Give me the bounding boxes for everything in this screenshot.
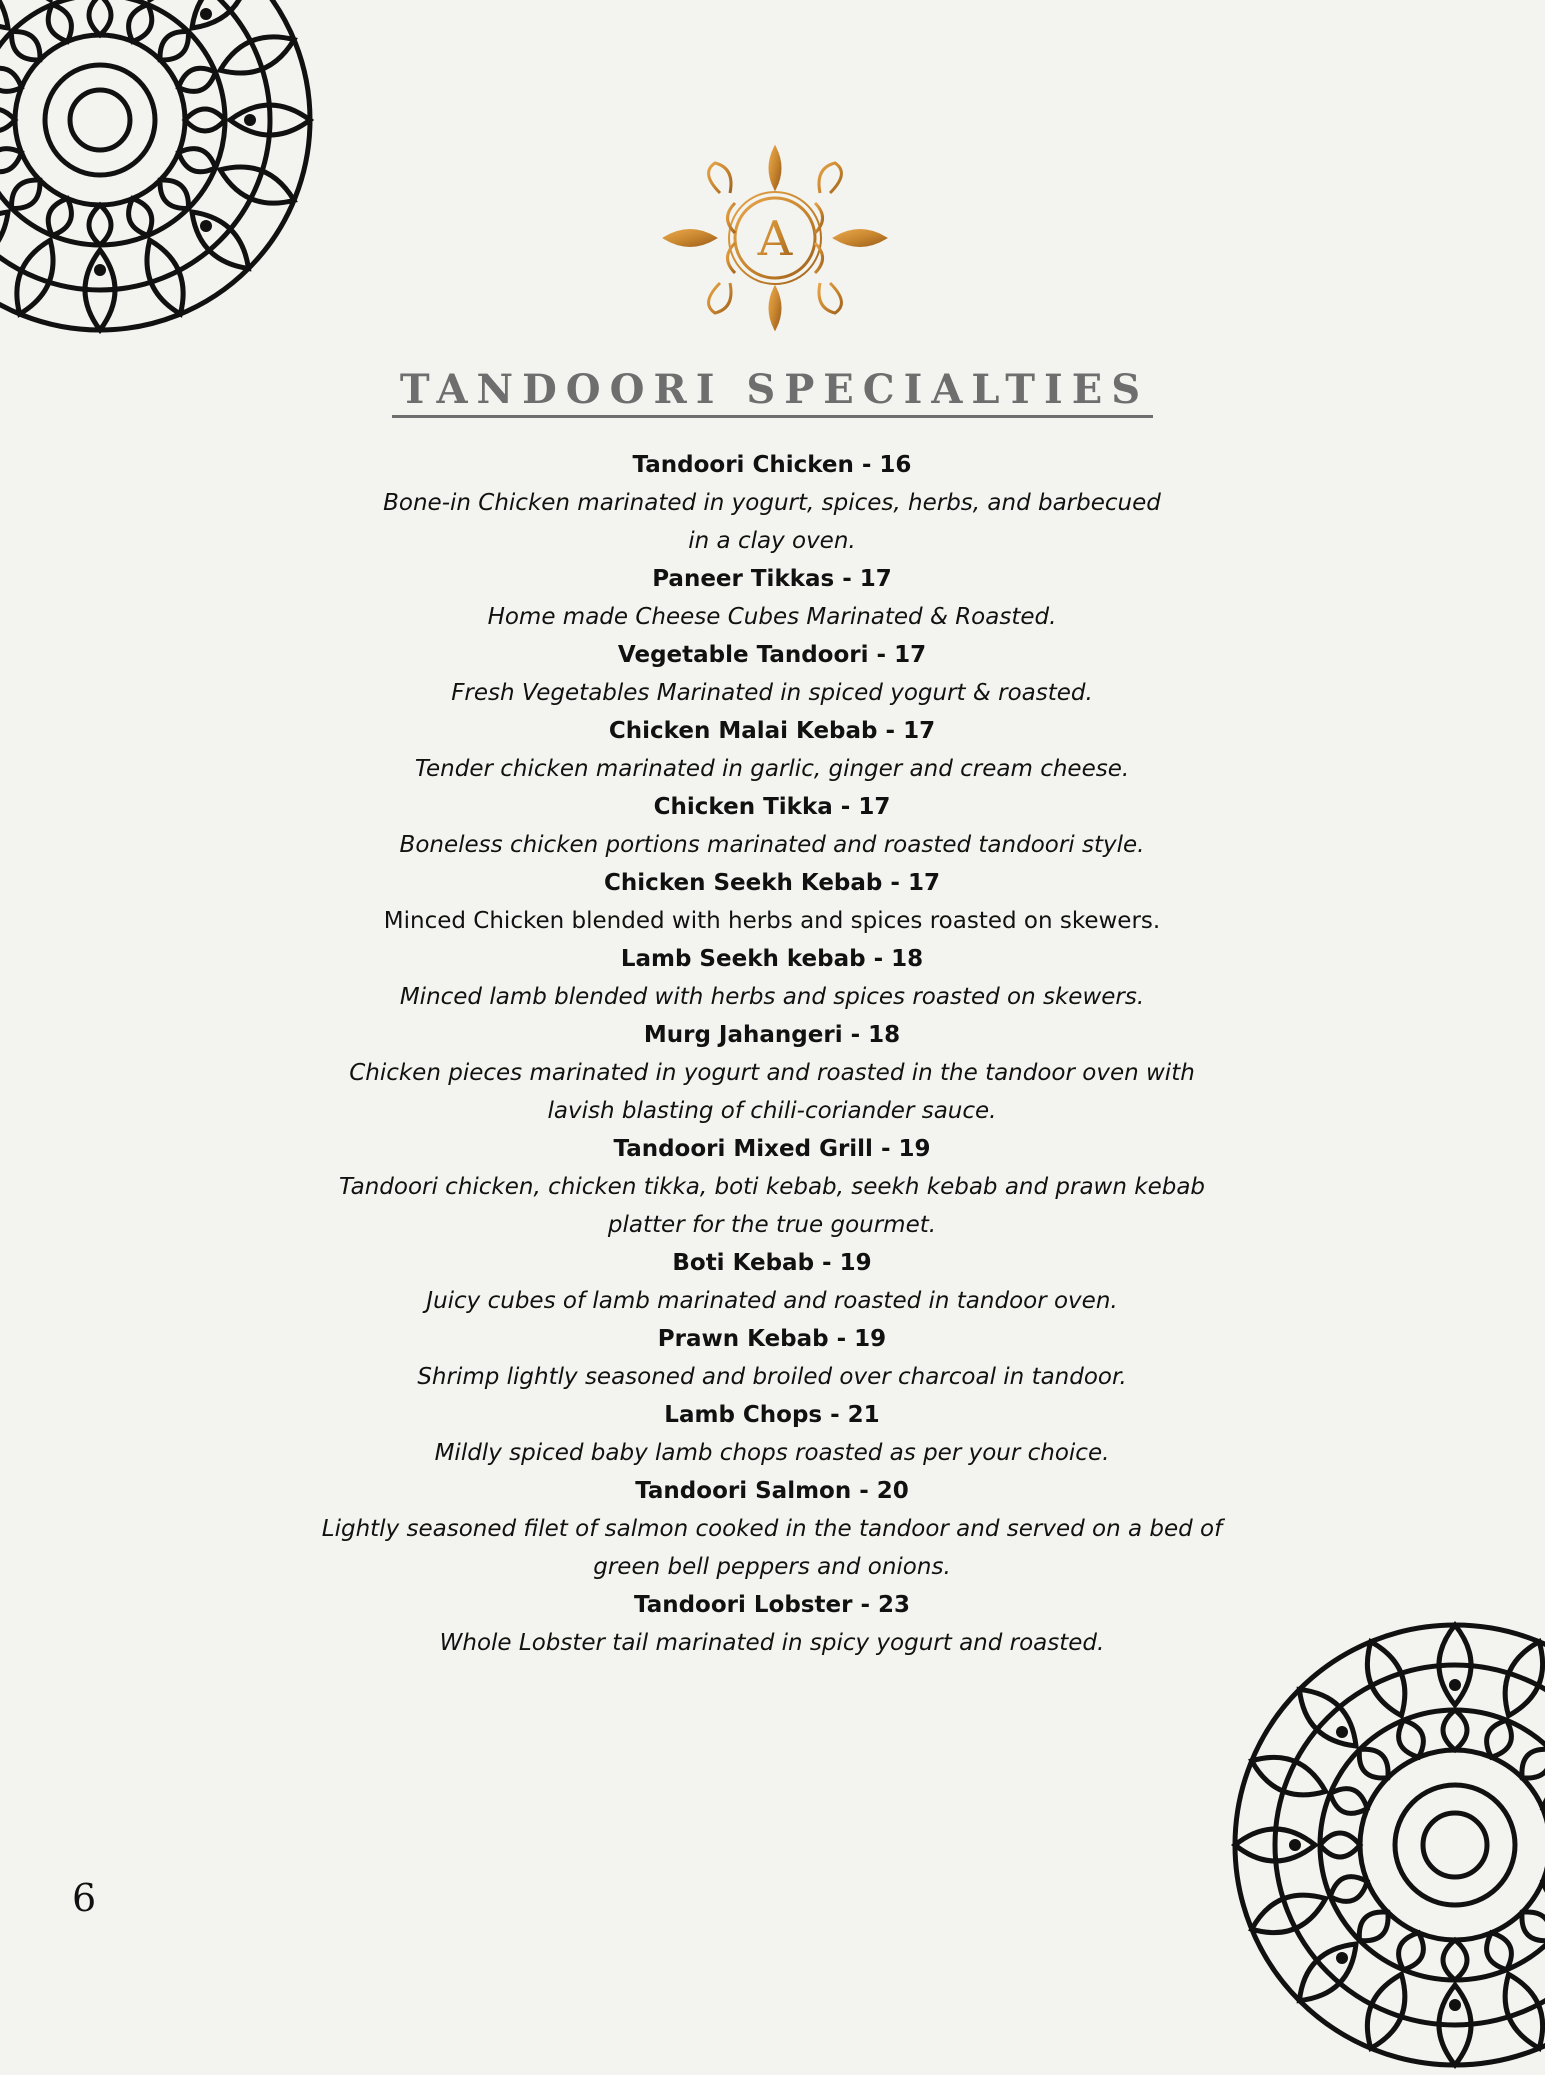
menu-item-description: Shrimp lightly seasoned and broiled over charcoal in tandoor. (417, 1364, 1127, 1390)
menu-item-description: Bone-in Chicken marinated in yogurt, spices, herbs, and barbecued (383, 490, 1161, 516)
page-number: 6 (72, 1876, 97, 1920)
menu-item-name: Murg Jahangeri - 18 (643, 1022, 901, 1048)
menu-item-description: in a clay oven. (688, 528, 856, 554)
menu-item-name: Tandoori Lobster - 23 (633, 1592, 911, 1618)
page-title: TANDOORI SPECIALTIES (0, 366, 1545, 413)
menu-item (272, 1130, 1272, 1244)
menu-item-description: Whole Lobster tail marinated in spicy yogurt and roasted. (439, 1630, 1105, 1656)
menu-item-name: Tandoori Chicken - 16 (632, 452, 912, 478)
menu-item (272, 560, 1272, 636)
menu-item-description: Minced Chicken blended with herbs and spices roasted on skewers. (383, 908, 1161, 934)
menu-item (272, 636, 1272, 712)
menu-item-description: Fresh Vegetables Marinated in spiced yogurt & roasted. (451, 680, 1093, 706)
menu-item-name: Vegetable Tandoori - 17 (617, 642, 927, 668)
menu-item-name: Tandoori Salmon - 20 (635, 1478, 909, 1504)
menu-item-description: Boneless chicken portions marinated and roasted tandoori style. (399, 832, 1145, 858)
menu-item-name: Chicken Seekh Kebab - 17 (604, 870, 940, 896)
mandala-icon (1225, 1615, 1545, 2075)
menu-item-name: Chicken Tikka - 17 (653, 794, 891, 820)
menu-item-name: Lamb Chops - 21 (664, 1402, 880, 1428)
menu-item-description: platter for the true gourmet. (607, 1212, 937, 1238)
menu-list (272, 446, 1272, 1662)
monogram-letter: A (757, 211, 793, 267)
menu-item (272, 446, 1272, 560)
menu-item-description: Tandoori chicken, chicken tikka, boti kebab, seekh kebab and prawn kebab (338, 1174, 1206, 1200)
menu-item-name: Tandoori Mixed Grill - 19 (613, 1136, 931, 1162)
menu-item (272, 1586, 1272, 1662)
menu-item-description: Chicken pieces marinated in yogurt and roasted in the tandoor oven with (349, 1060, 1195, 1086)
menu-item-name: Lamb Seekh kebab - 18 (620, 946, 924, 972)
menu-item (272, 1396, 1272, 1472)
menu-item (272, 1472, 1272, 1586)
menu-item-name: Paneer Tikkas - 17 (652, 566, 892, 592)
menu-item-name: Prawn Kebab - 19 (657, 1326, 887, 1352)
mandala-icon (0, 0, 320, 360)
menu-item-description: lavish blasting of chili-coriander sauce. (547, 1098, 997, 1124)
menu-item-name: Boti Kebab - 19 (672, 1250, 872, 1276)
menu-item-description: Mildly spiced baby lamb chops roasted as per your choice. (434, 1440, 1110, 1466)
menu-item-description: Juicy cubes of lamb marinated and roasted in tandoor oven. (426, 1288, 1118, 1314)
menu-item (272, 1244, 1272, 1320)
menu-item-description: Minced lamb blended with herbs and spices roasted on skewers. (399, 984, 1145, 1010)
menu-item-description: green bell peppers and onions. (593, 1554, 951, 1580)
menu-item (272, 1320, 1272, 1396)
menu-item (272, 788, 1272, 864)
menu-item-name: Chicken Malai Kebab - 17 (608, 718, 936, 744)
menu-item-description: Tender chicken marinated in garlic, ginger and cream cheese. (414, 756, 1130, 782)
menu-item-description: Home made Cheese Cubes Marinated & Roasted. (487, 604, 1057, 630)
ornamental-monogram-icon (660, 143, 890, 333)
menu-item (272, 712, 1272, 788)
menu-item-description: Lightly seasoned filet of salmon cooked in the tandoor and served on a bed of (321, 1516, 1223, 1542)
menu-item (272, 940, 1272, 1016)
menu-item (272, 864, 1272, 940)
menu-item (272, 1016, 1272, 1130)
